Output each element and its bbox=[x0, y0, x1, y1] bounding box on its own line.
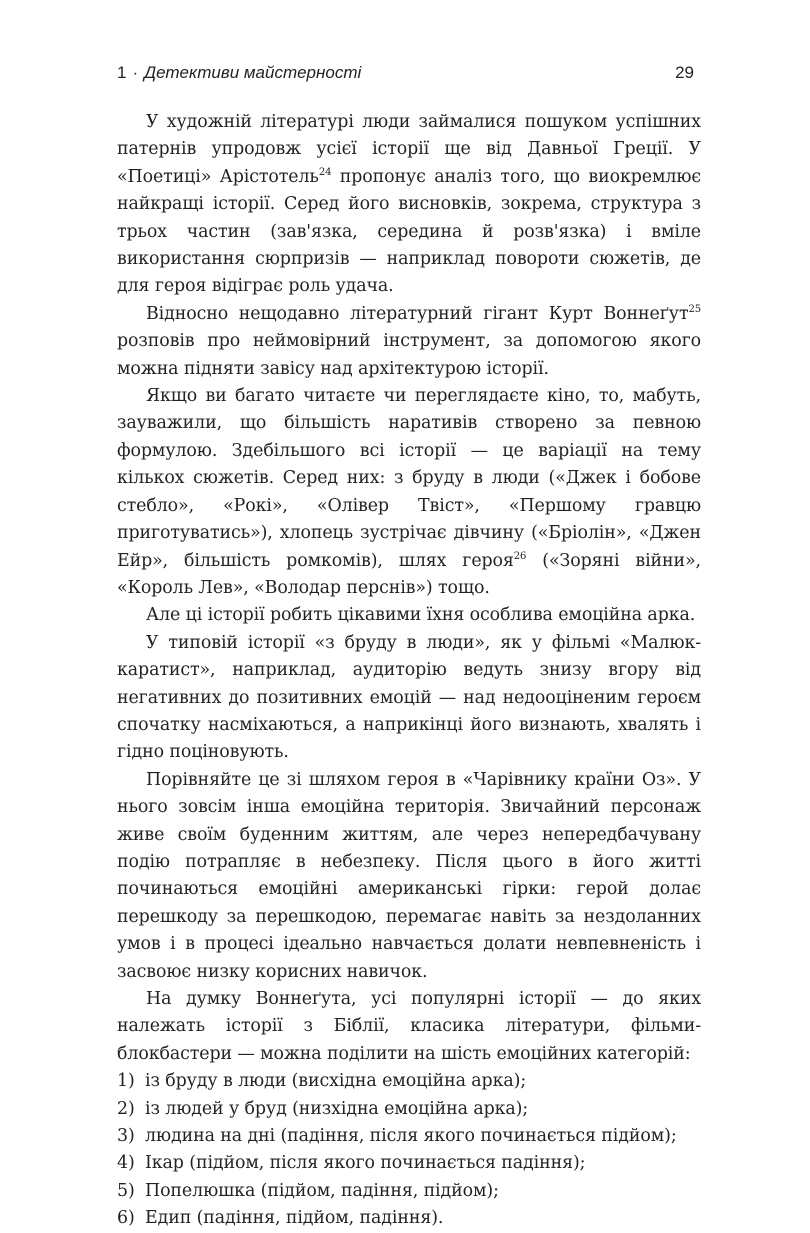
list-number: 4) bbox=[117, 1153, 135, 1174]
list-text: людина на дні (падіння, після якого починається підйом); bbox=[145, 1126, 677, 1147]
list-number: 6) bbox=[117, 1208, 135, 1229]
list-text: із людей у бруд (низхідна емоційна арка); bbox=[145, 1098, 529, 1119]
paragraph: На думку Воннеґута, усі популярні історії — до яких належать історії з Біблії, класика літератури, фільми-блокбастери — можна поділити на шість емоційних категорій: bbox=[117, 989, 701, 1064]
paragraph: У художній літературі люди займалися пошуком успішних патернів упродовж усієї історії ще від Давньої Греції. У «Поетиці» Арістотель$^{24}$ пропонує аналіз того, що виокремлює найкращі історії. Серед його висновків, зокрема, структура з трьох частин (зав'язка, середина й розв'язка) і вміле використання сюрпризів — наприклад повороти сюжетів, де для героя відіграє роль удача. bbox=[117, 112, 701, 297]
list-item bbox=[117, 1068, 701, 1095]
list-number: 3) bbox=[117, 1126, 135, 1147]
running-head bbox=[117, 63, 361, 83]
body-text bbox=[117, 109, 701, 1233]
footnote-ref[interactable]: 26 bbox=[513, 550, 527, 562]
chapter-title: Детективи майстерності bbox=[144, 63, 362, 82]
list-text: Ікар (підйом, після якого починається падіння); bbox=[145, 1153, 586, 1174]
list-text: із бруду в люди (висхідна емоційна арка); bbox=[145, 1071, 527, 1092]
list-number: 1) bbox=[117, 1071, 135, 1092]
chapter-number: 1 bbox=[117, 63, 127, 82]
list-item bbox=[117, 1096, 701, 1123]
paragraph: Відносно нещодавно літературний гігант Курт Воннеґут$^{25}$ розповів про неймовірний інструмент, за допомогою якого можна підняти завісу над архітектурою історії. bbox=[117, 303, 701, 379]
list-item bbox=[117, 1205, 701, 1232]
header-separator: · bbox=[132, 63, 139, 82]
footnote-ref[interactable]: 24 bbox=[318, 167, 332, 179]
paragraph: У типовій історії «з бруду в люди», як у фільмі «Малюк-каратист», наприклад, аудиторію ведуть знизу вгору від негативних до позитивних емоцій — над недооціненим героєм спочатку насміхаються, а наприкінці його визнають, хвалять і гідно поціновують. bbox=[117, 632, 701, 763]
list-text: Попелюшка (підйом, падіння, підйом); bbox=[145, 1180, 499, 1201]
list-item bbox=[117, 1150, 701, 1177]
footnote-ref[interactable]: 25 bbox=[688, 304, 701, 316]
list-item bbox=[117, 1178, 701, 1205]
paragraph: Якщо ви багато читаєте чи переглядаєте кіно, то, мабуть, зауважили, що більшість наративів створено за певною формулою. Здебільшого всі історії — це варіації на тему кількох сюжетів. Серед них: з бруду в люди («Джек і бобове стебло», «Рокі», «Олівер Твіст», «Першому гравцю приготуватись»), хлопець зустрічає дівчину («Бріолін», «Джен Ейр», більшість ромкомів), шлях героя$^{26}$ («Зоряні війни», «Король Лев», «Володар перснів») тощо. bbox=[117, 386, 701, 598]
list-number: 2) bbox=[117, 1098, 135, 1119]
list-item bbox=[117, 1123, 701, 1150]
list-number: 5) bbox=[117, 1180, 135, 1201]
category-list bbox=[117, 1068, 701, 1232]
paragraph: Але ці історії робить цікавими їхня особлива емоційна арка. bbox=[146, 605, 696, 626]
list-text: Едип (падіння, підйом, падіння). bbox=[145, 1208, 444, 1229]
page-number: 29 bbox=[675, 63, 694, 82]
paragraph: Порівняйте це зі шляхом героя в «Чарівнику країни Оз». У нього зовсім інша емоційна територія. Звичайний персонаж живе своїм буденним життям, але через непередбачувану подію потрапляє в небезпеку. Після цього в його житті починаються емоційні американські гірки: герой долає перешкоду за перешкодою, перемагає навіть за нездоланних умов і в процесі ідеально навчається долати невпевненість і засвоює низку корисних навичок. bbox=[117, 769, 701, 982]
